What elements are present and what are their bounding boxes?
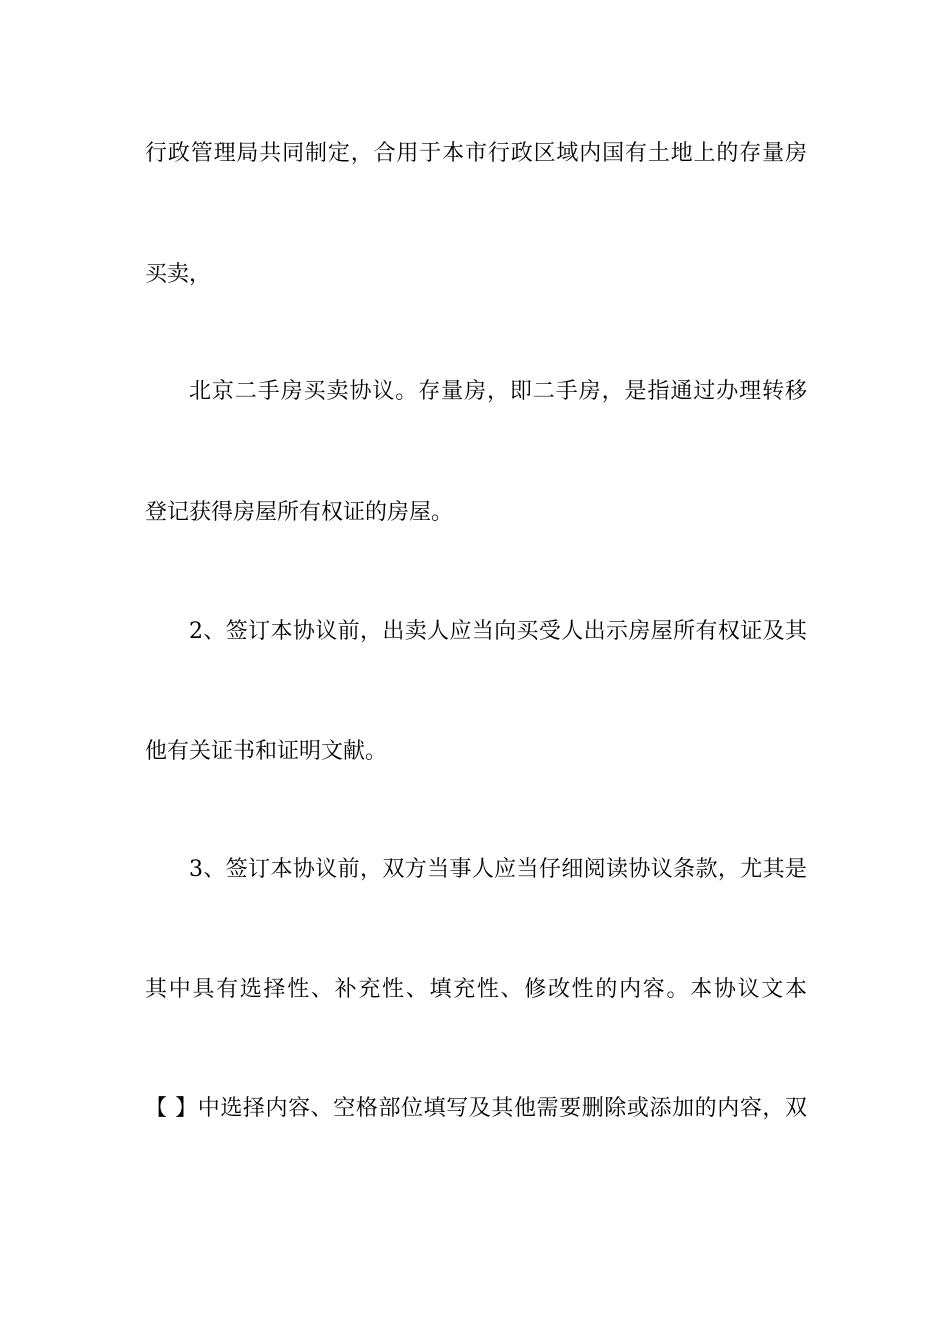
text-line: 买卖， xyxy=(145,262,212,287)
paragraph-start-line: 3、签订本协议前，双方当事人应当仔细阅读协议条款，尤其是 xyxy=(189,857,807,882)
text-line: 【 】中选择内容、空格部位填写及其他需要删除或添加的内容，双 xyxy=(145,1096,807,1121)
text-line: 他有关证书和证明文献。 xyxy=(145,739,388,764)
text-line: 行政管理局共同制定，合用于本市行政区域内国有土地上的存量房 xyxy=(145,141,807,166)
text-line: 其中具有选择性、补充性、填充性、修改性的内容。本协议文本 xyxy=(145,977,807,1002)
paragraph-start-line: 北京二手房买卖协议。存量房，即二手房，是指通过办理转移 xyxy=(189,379,807,404)
text-line: 登记获得房屋所有权证的房屋。 xyxy=(145,500,454,525)
paragraph-start-line: 2、签订本协议前，出卖人应当向买受人出示房屋所有权证及其 xyxy=(189,619,807,644)
